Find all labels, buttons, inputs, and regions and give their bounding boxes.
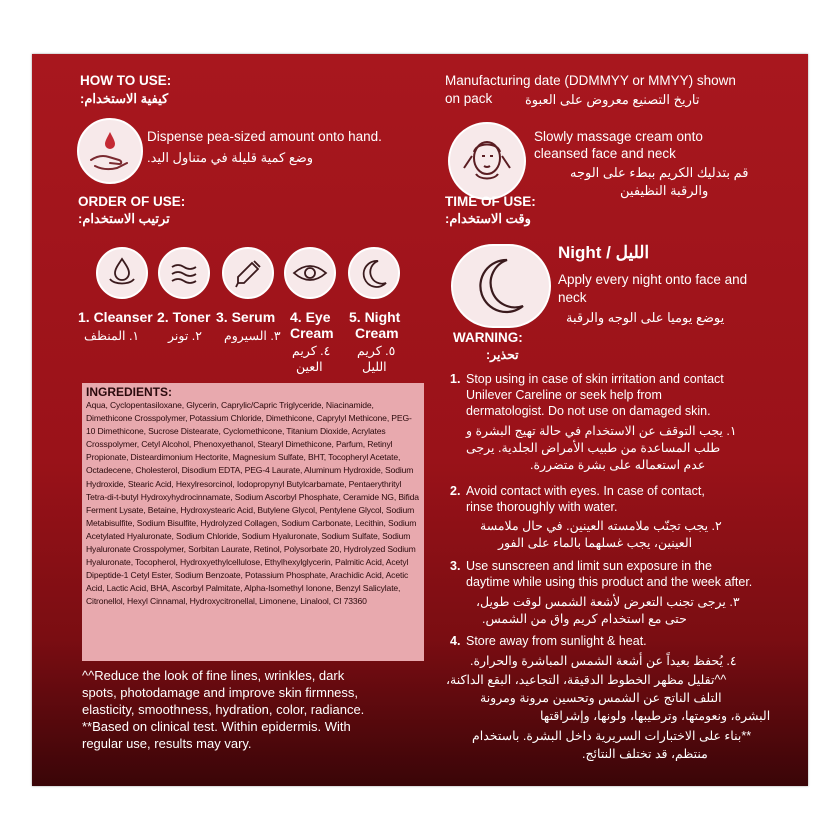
warning-1-ar-1: ١. يجب التوقف عن الاستخدام في حالة تهيج البشرة و — [466, 424, 737, 438]
manufacturing-date-en: Manufacturing date (DDMMYY or MMYY) shown — [445, 73, 736, 88]
warning-2-line-1: Avoid contact with eyes. In case of contact, — [466, 484, 705, 498]
step-night-cream-ar-1: ٥. كريم — [357, 344, 396, 358]
claims-ar-1: ^^تقليل مظهر الخطوط الدقيقة، التجاعيد، البقع الداكنة، — [446, 673, 727, 687]
warning-2-ar-1: ٢. يجب تجنّب ملامسته العينين. في حال ملامسة — [480, 519, 722, 533]
time-of-use-title: TIME OF USE: — [445, 194, 536, 209]
moon-icon — [348, 247, 400, 299]
claims-en-2: spots, photodamage and improve skin firmness, — [82, 685, 359, 700]
massage-instruction-ar-2: والرقبة النظيفين — [620, 183, 709, 198]
claims-en-1: ^^Reduce the look of fine lines, wrinkles, dark — [82, 668, 345, 683]
step-night-cream-1: 5. Night — [349, 309, 401, 325]
step-eye-cream-ar-2: العين — [296, 360, 323, 374]
how-to-use-title: HOW TO USE: — [80, 73, 172, 88]
step-cleanser-ar: ١. المنظف — [84, 329, 140, 343]
step-eye-cream-1: 4. Eye — [290, 309, 331, 325]
step-toner-ar: ٢. تونر — [168, 329, 202, 343]
step-eye-cream-2: Cream — [290, 325, 334, 341]
claims-en-4: **Based on clinical test. Within epidermis. With — [82, 719, 351, 734]
warning-2-ar-2: العينين، يجب غسلهما بالماء على الفور — [498, 536, 693, 550]
warning-4-line-1: Store away from sunlight & heat. — [466, 634, 647, 648]
warning-3-line-1: Use sunscreen and limit sun exposure in the — [466, 559, 712, 573]
time-of-use-title-ar: وقت الاستخدام: — [445, 211, 531, 226]
eye-icon — [284, 247, 336, 299]
ingredients-title: INGREDIENTS: — [86, 385, 173, 399]
warning-3-line-2: daytime while using this product and the week after. — [466, 575, 753, 589]
claims-en-5: regular use, results may vary. — [82, 736, 252, 751]
apply-instruction-1: Apply every night onto face and — [558, 272, 748, 287]
step-night-cream-2: Cream — [355, 325, 399, 341]
warning-title: WARNING: — [453, 330, 523, 345]
dispense-instruction: Dispense pea-sized amount onto hand. — [147, 129, 382, 144]
warning-2-line-2: rinse thoroughly with water. — [466, 500, 618, 514]
claims-ar-2: التلف الناتج عن الشمس وتحسين مرونة ومرونة — [480, 691, 722, 705]
order-of-use-title: ORDER OF USE: — [78, 194, 186, 209]
warning-1-ar-2: طلب المساعدة من طبيب الأمراض الجلدية. يرجى — [466, 441, 721, 455]
cleanser-icon — [96, 247, 148, 299]
night-moon-icon — [451, 244, 551, 328]
serum-dropper-icon — [222, 247, 274, 299]
massage-instruction-1: Slowly massage cream onto — [534, 129, 703, 144]
warning-1-line-1: Stop using in case of skin irritation and contact — [466, 372, 724, 386]
step-toner: 2. Toner — [157, 309, 211, 325]
warning-num-1: 1. — [450, 372, 461, 386]
claims-ar-3: البشرة، ونعومتها، وترطيبها، ولونها، وإشراقتها — [540, 709, 771, 723]
warning-1-line-3: dermatologist. Do not use on damaged skin. — [466, 404, 711, 418]
night-label: Night / الليل — [558, 243, 650, 262]
claims-ar-4: **بناء على الاختبارات السريرية داخل البشرة. باستخدام — [472, 729, 752, 743]
step-night-cream-ar-2: الليل — [362, 360, 387, 374]
warning-num-4: 4. — [450, 634, 461, 648]
warning-1-line-2: Unilever Careline or seek help from — [466, 388, 662, 402]
apply-instruction-ar: يوضع يوميا على الوجه والرقبة — [566, 310, 725, 325]
claims-ar-5: منتظم، قد تختلف النتائج. — [582, 747, 708, 761]
manufacturing-date-ar: تاريخ التصنيع معروض على العبوة — [525, 92, 700, 107]
step-serum-ar: ٣. السيروم — [224, 329, 281, 343]
apply-instruction-2: neck — [558, 290, 587, 305]
toner-icon — [158, 247, 210, 299]
how-to-use-title-ar: كيفية الاستخدام: — [80, 91, 169, 106]
ingredients-list: Aqua, Cyclopentasiloxane, Glycerin, Caprylic/Capric Triglyceride, Niacinamide, Dimethicone Crosspolymer, Potassium Chloride, Dimethicone, Caprylyl Methicone, PEG-10 Dimethicone, Sucrose Distearate, Cyclomethicone, Titanium Dioxide, Acrylates Crosspolymer, Cetyl Alcohol, Phenoxyethanol, Stearyl Dimethicone, Parfum, Retinyl Propionate, Disteardimonium Hectorite, Magnesium Sulfate, BHT, Tocopheryl Acetate, Octadecene, Cholesterol, Disodium EDTA, PEG-4 Laurate, Aluminum Hydroxide, Sodium Hydroxide, Stearic Acid, Hexylresorcinol, Iodopropynyl Butylcarbamate, Pentaerythrityl Tetra-di-t-butyl Hydroxyhydrocinnamate, Sodium Ascorbyl Phosphate, Ceramide NG, Bifida Ferment Lysate, Betaine, Hydroxystearic Acid, Butylene Glycol, Pentylene Glycol, Sodium Metabisulfite, Sodium Bisulfite, Hydrolyzed Collagen, Sodium Carbonate, Lecithin, Sodium Acetylated Hyaluronate, Sodium Chloride, Sodium Hyaluronate, Sodium Sulfate, Sodium Hyaluronate Crosspolymer, Sorbitan Laurate, Retinol, Polysorbate 20, Hydrolyzed Sodium Hyaluronate, Tocopherol, Hydroxyethylcellulose, Ethylhexylglycerin, Palmitic Acid, Acetyl Dipeptide-1 Cetyl Ester, Sodium Benzoate, Potassium Phosphate, Arachidic Acid, Acetic Acid, Lactic Acid, BHA, Ascorbyl Palmitate, Alpha-Isomethyl Ionone, Benzyl Salicylate, Citronellol, Hexyl Cinnamal, Hydroxycitronellal, Limonene, Linalool, CI 73360 — [86, 400, 419, 607]
face-massage-icon — [448, 122, 526, 200]
warning-3-ar-2: حتى مع استخدام كريم واق من الشمس. — [482, 612, 687, 626]
warning-title-ar: تحذير: — [486, 348, 519, 362]
manufacturing-date-en-2: on pack — [445, 91, 493, 106]
hand-dispense-icon — [77, 118, 143, 184]
massage-instruction-ar-1: قم بتدليك الكريم ببطء على الوجه — [570, 165, 749, 180]
warning-num-3: 3. — [450, 559, 461, 573]
warning-num-2: 2. — [450, 484, 461, 498]
step-cleanser: 1. Cleanser — [78, 309, 153, 325]
warning-4-ar-1: ٤. يُحفظ بعيداً عن أشعة الشمس المباشرة والحرارة. — [470, 654, 737, 668]
step-serum: 3. Serum — [216, 309, 276, 325]
step-eye-cream-ar-1: ٤. كريم — [292, 344, 331, 358]
warning-3-ar-1: ٣. يرجى تجنب التعرض لأشعة الشمس لوقت طويل، — [476, 595, 740, 609]
claims-en-3: elasticity, smoothness, hydration, color, radiance. — [82, 702, 365, 717]
dispense-instruction-ar: وضع كمية قليلة في متناول اليد. — [147, 150, 314, 165]
order-of-use-title-ar: ترتيب الاستخدام: — [78, 211, 170, 226]
massage-instruction-2: cleansed face and neck — [534, 146, 676, 161]
warning-1-ar-3: عدم استعماله على بشرة متضررة. — [530, 458, 706, 472]
